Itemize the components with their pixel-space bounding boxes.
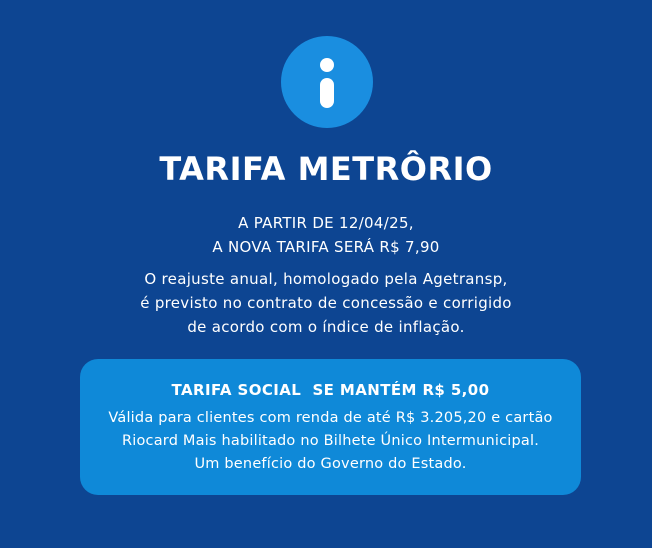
- lead-line-1: A PARTIR DE 12/04/25,: [238, 214, 414, 232]
- info-icon-dot: [320, 58, 334, 72]
- info-icon: [281, 36, 373, 128]
- info-icon-stem: [320, 78, 334, 108]
- lead-line-2: A NOVA TARIFA SERÁ R$ 7,90: [212, 238, 440, 256]
- social-line-2: Riocard Mais habilitado no Bilhete Único Intermunicipal.: [121, 433, 540, 449]
- social-line-1: Válida para clientes com renda de até R$ 3.205,20 e cartão: [108, 410, 553, 426]
- description-line-1: O reajuste anual, homologado pela Agetransp,: [144, 270, 508, 288]
- page-title: TARIFA METRÔRIO: [159, 150, 493, 188]
- social-fare-box: [80, 359, 581, 495]
- social-fare-description: [80, 407, 581, 476]
- description-line-2: é previsto no contrato de concessão e corrigido: [140, 294, 512, 312]
- social-line-3: Um benefício do Governo do Estado.: [194, 456, 467, 472]
- effective-date-notice: [0, 211, 652, 259]
- social-fare-title: TARIFA SOCIAL SE MANTÉM R$ 5,00: [171, 381, 490, 399]
- description-line-3: de acordo com o índice de inflação.: [187, 318, 465, 336]
- adjustment-description: [0, 267, 652, 339]
